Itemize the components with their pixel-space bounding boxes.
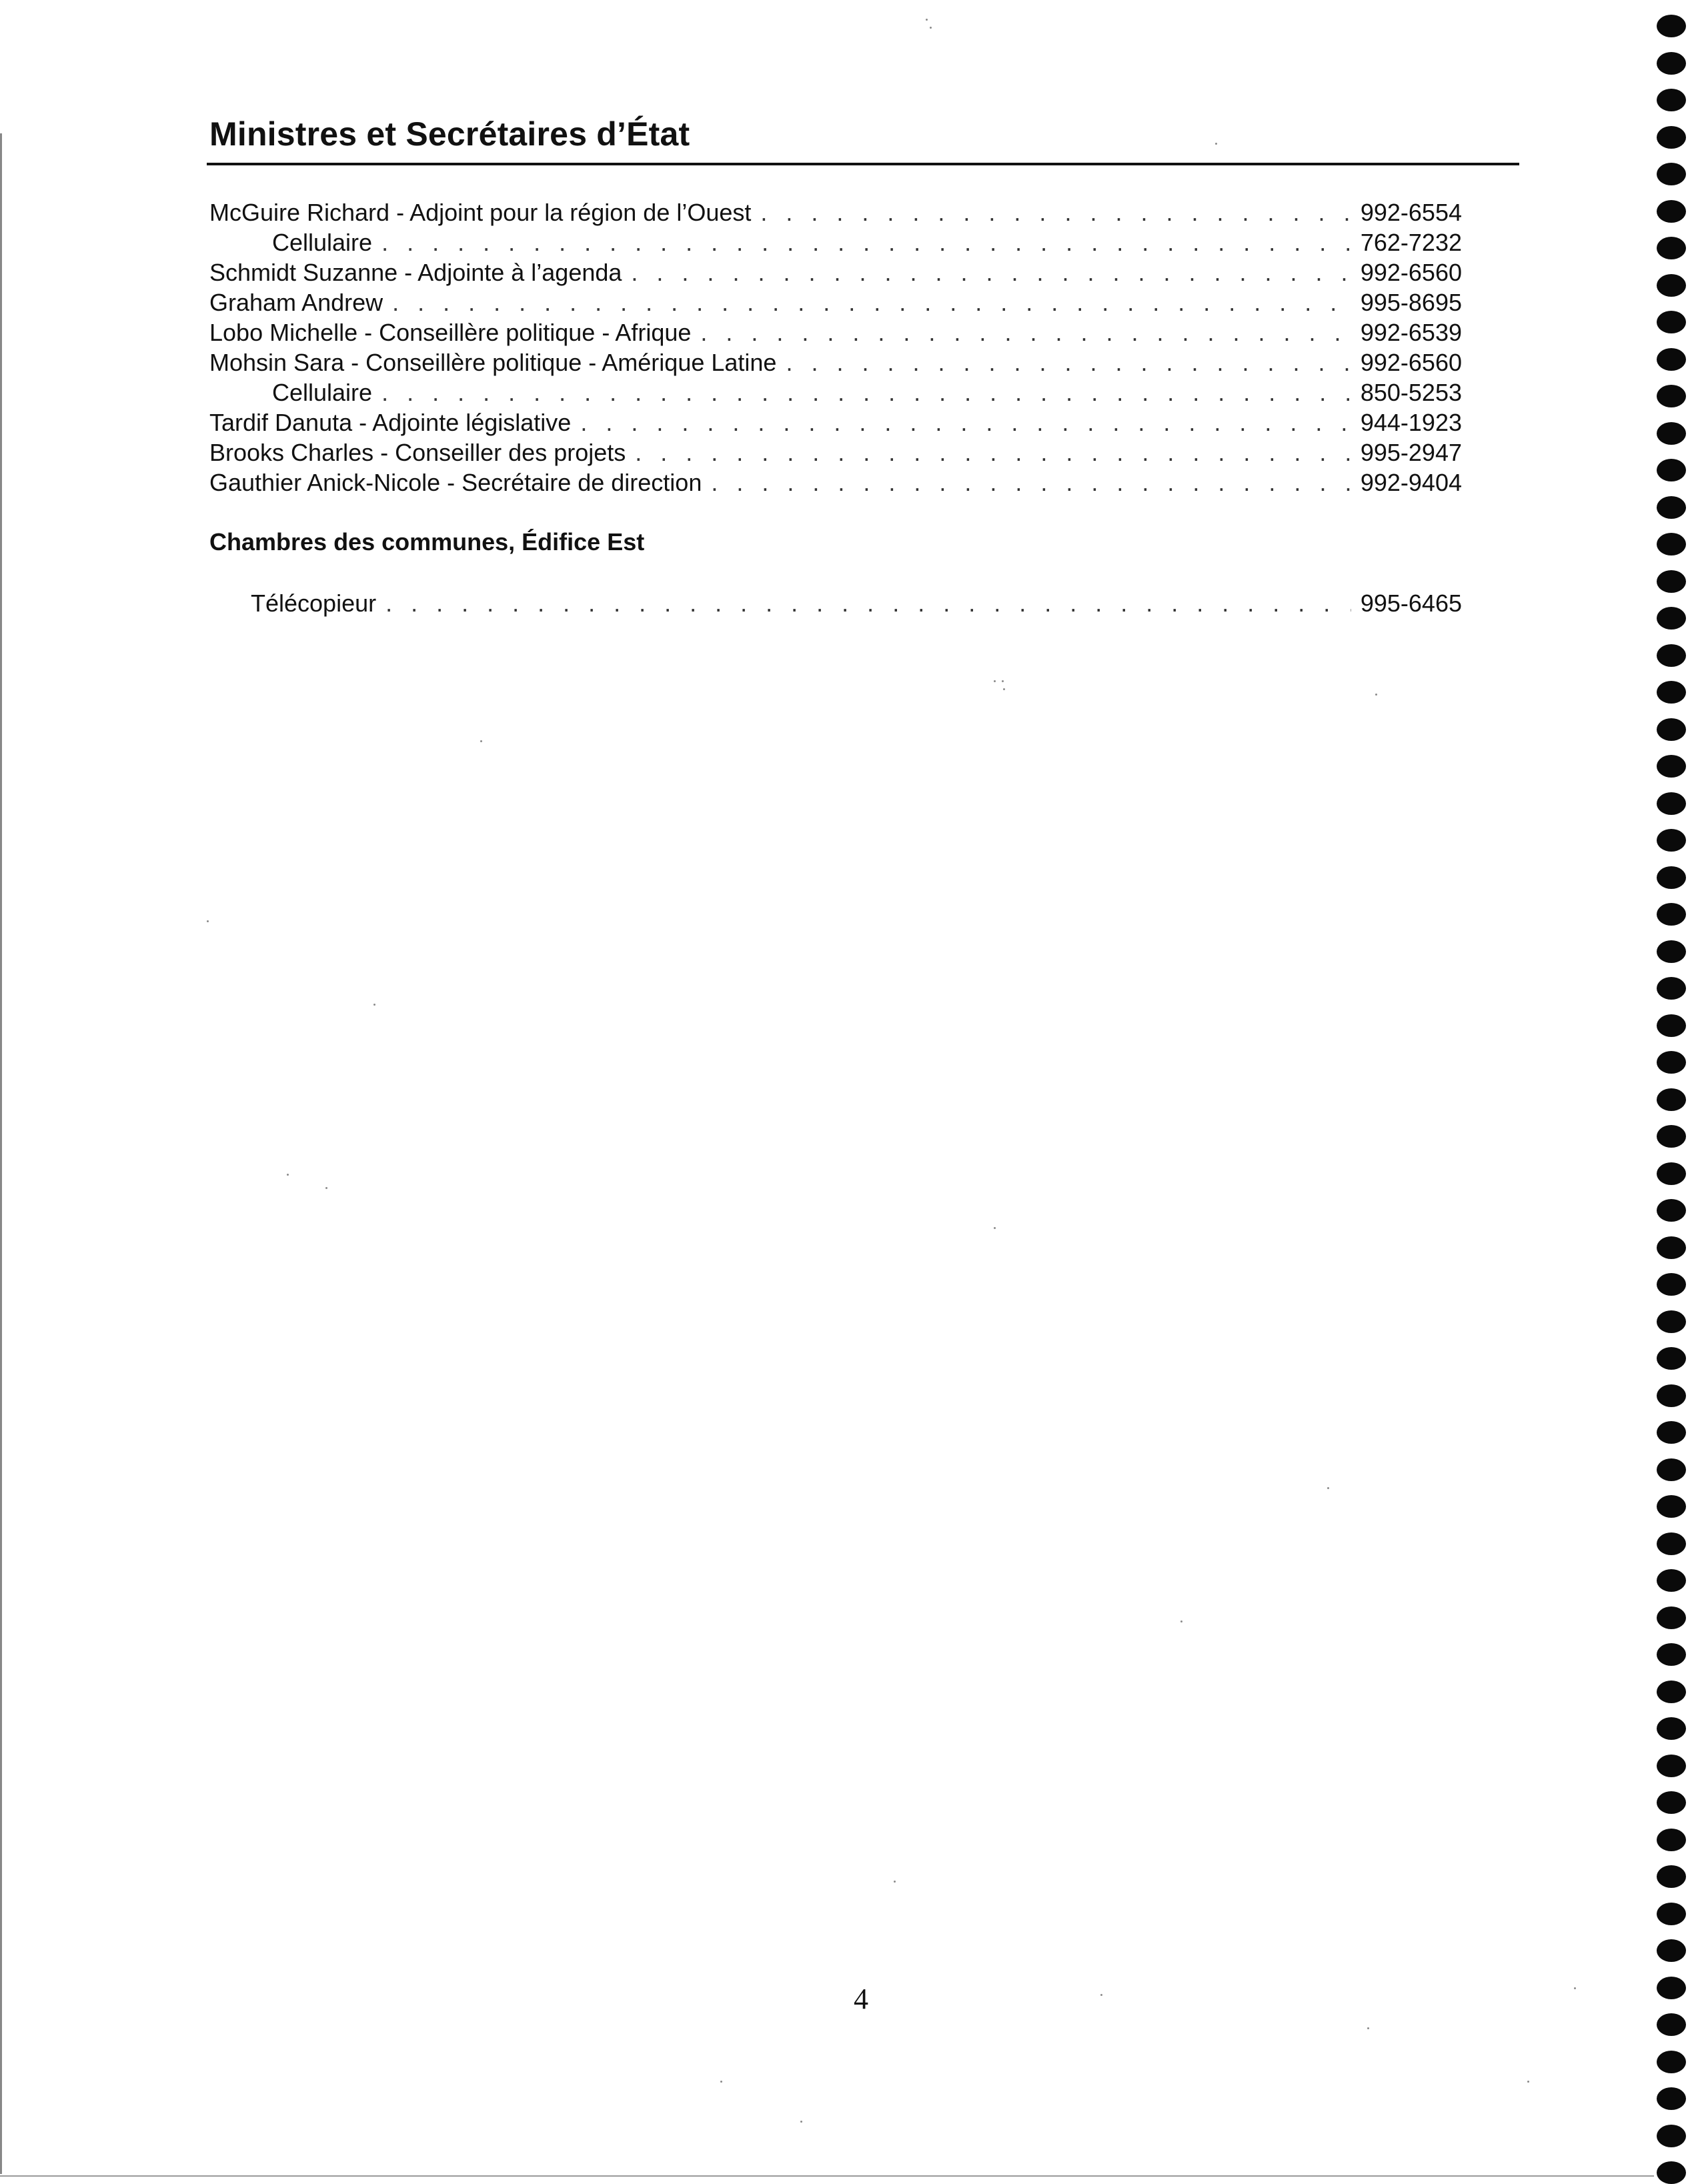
dot-leader [786, 347, 1351, 377]
scan-left-edge [0, 133, 2, 2174]
contact-phone: 992-6539 [1360, 319, 1462, 346]
contact-phone: 762-7232 [1360, 229, 1462, 256]
contact-phone: 995-2947 [1360, 439, 1462, 466]
binding-hole [1657, 2013, 1686, 2036]
list-item [209, 317, 1462, 347]
contact-label: Gauthier Anick-Nicole - Secrétaire de direction [209, 469, 702, 496]
binding-hole [1657, 755, 1686, 778]
binding-hole [1657, 1347, 1686, 1370]
binding-hole [1657, 459, 1686, 481]
binding-hole [1657, 1791, 1686, 1814]
scan-speck [480, 740, 482, 742]
binding-hole [1657, 533, 1686, 556]
list-item [209, 347, 1462, 377]
binding-hole [1657, 1273, 1686, 1296]
scan-speck [930, 27, 932, 29]
binding-hole [1657, 2161, 1686, 2184]
contact-label: Brooks Charles - Conseiller des projets [209, 439, 626, 466]
list-item [209, 197, 1462, 227]
list-item [209, 588, 1462, 618]
binding-hole [1657, 866, 1686, 889]
scan-speck [894, 1881, 896, 1883]
binding-hole [1657, 829, 1686, 852]
binding-hole [1657, 52, 1686, 75]
scan-speck [1375, 694, 1377, 696]
binding-hole [1657, 1384, 1686, 1407]
contact-phone: 850-5253 [1360, 379, 1462, 406]
binding-hole [1657, 311, 1686, 333]
page-number: 4 [854, 1983, 868, 2015]
scan-bottom-edge [0, 2175, 1654, 2177]
list-item [209, 227, 1462, 257]
binding-hole [1657, 1125, 1686, 1148]
contact-label: Schmidt Suzanne - Adjointe à l’agenda [209, 259, 622, 286]
binding-hole [1657, 792, 1686, 815]
contact-phone: 992-6560 [1360, 349, 1462, 376]
binding-hole [1657, 1051, 1686, 1074]
scan-speck [994, 1227, 996, 1229]
scan-speck [1180, 1620, 1182, 1622]
binding-hole [1657, 607, 1686, 630]
scan-speck [1100, 1994, 1102, 1996]
binding-hole [1657, 348, 1686, 371]
scan-speck [1002, 680, 1004, 682]
binding-hole [1657, 422, 1686, 445]
contact-label: Cellulaire [272, 379, 373, 406]
binding-hole [1657, 2087, 1686, 2110]
binding-hole [1657, 15, 1686, 37]
list-item [209, 437, 1462, 467]
binding-hole [1657, 237, 1686, 259]
dot-leader [631, 257, 1351, 287]
contact-phone: 992-6554 [1360, 199, 1462, 226]
binding-hole [1657, 1495, 1686, 1518]
list-item [209, 407, 1462, 437]
contact-label: Tardif Danuta - Adjointe législative [209, 409, 572, 436]
scan-speck [1527, 2081, 1529, 2083]
contact-phone: 944-1923 [1360, 409, 1462, 436]
binding-hole [1657, 1939, 1686, 1962]
binding-hole [1657, 89, 1686, 111]
section-contact-list [209, 588, 1462, 618]
dot-leader [700, 317, 1351, 347]
binding-hole [1657, 1717, 1686, 1740]
binding-hole [1657, 1829, 1686, 1851]
contact-phone: 992-9404 [1360, 469, 1462, 496]
binding-hole [1657, 644, 1686, 667]
list-item [209, 287, 1462, 317]
contact-label: McGuire Richard - Adjoint pour la région de l’Ouest [209, 199, 752, 226]
binding-hole [1657, 1865, 1686, 1888]
binding-hole [1657, 1755, 1686, 1777]
binding-hole [1657, 1643, 1686, 1666]
scan-speck [373, 1004, 375, 1006]
scan-speck [287, 1174, 289, 1176]
binding-hole [1657, 1606, 1686, 1629]
binding-hole [1657, 718, 1686, 741]
binding-hole [1657, 1236, 1686, 1259]
dot-leader [385, 588, 1351, 618]
scan-speck [1215, 143, 1217, 145]
binding-hole [1657, 163, 1686, 185]
fax-label: Télécopieur [251, 590, 377, 617]
binding-hole [1657, 1162, 1686, 1185]
binding-hole [1657, 1199, 1686, 1222]
binding-hole [1657, 1903, 1686, 1925]
binding-hole [1657, 2125, 1686, 2147]
binding-hole [1657, 1977, 1686, 1999]
scan-speck [1574, 1987, 1576, 1989]
scan-speck [325, 1187, 327, 1189]
binding-hole [1657, 200, 1686, 223]
binding-hole [1657, 1014, 1686, 1037]
contact-label: Graham Andrew [209, 289, 383, 316]
binding-hole [1657, 1421, 1686, 1444]
contact-label: Lobo Michelle - Conseillère politique - Afrique [209, 319, 692, 346]
dot-leader [381, 227, 1351, 257]
binding-hole [1657, 274, 1686, 297]
contact-label: Cellulaire [272, 229, 373, 256]
title-rule [207, 163, 1519, 165]
list-item [209, 377, 1462, 407]
scan-speck [926, 19, 928, 21]
binding-hole [1657, 1681, 1686, 1703]
dot-leader [635, 437, 1351, 467]
binding-hole [1657, 385, 1686, 407]
page-title: Ministres et Secrétaires d’État [209, 115, 690, 153]
dot-leader [381, 377, 1351, 407]
binding-hole [1657, 2051, 1686, 2073]
list-item [209, 257, 1462, 287]
binding-hole [1657, 570, 1686, 593]
scan-speck [1327, 1487, 1329, 1489]
binding-hole [1657, 1310, 1686, 1333]
scan-speck [1003, 688, 1005, 690]
list-item [209, 467, 1462, 497]
binding-hole [1657, 977, 1686, 1000]
spiral-binding [1657, 0, 1690, 2179]
contact-phone: 992-6560 [1360, 259, 1462, 286]
dot-leader [711, 467, 1351, 497]
scan-speck [1367, 2027, 1369, 2029]
scan-speck [994, 680, 996, 682]
binding-hole [1657, 1569, 1686, 1592]
binding-hole [1657, 1532, 1686, 1555]
contact-phone: 995-8695 [1360, 289, 1462, 316]
binding-hole [1657, 496, 1686, 519]
contact-list [209, 197, 1462, 497]
scan-speck [207, 920, 209, 922]
dot-leader [580, 407, 1351, 437]
binding-hole [1657, 940, 1686, 963]
binding-hole [1657, 126, 1686, 149]
binding-hole [1657, 903, 1686, 926]
binding-hole [1657, 1458, 1686, 1481]
contact-label: Mohsin Sara - Conseillère politique - Amérique Latine [209, 349, 777, 376]
section-heading: Chambres des communes, Édifice Est [209, 528, 645, 556]
dot-leader [392, 287, 1351, 317]
binding-hole [1657, 681, 1686, 704]
binding-hole [1657, 1088, 1686, 1111]
scan-speck [720, 2081, 722, 2083]
fax-number: 995-6465 [1360, 590, 1462, 617]
scan-speck [800, 2121, 802, 2123]
dot-leader [760, 197, 1351, 227]
